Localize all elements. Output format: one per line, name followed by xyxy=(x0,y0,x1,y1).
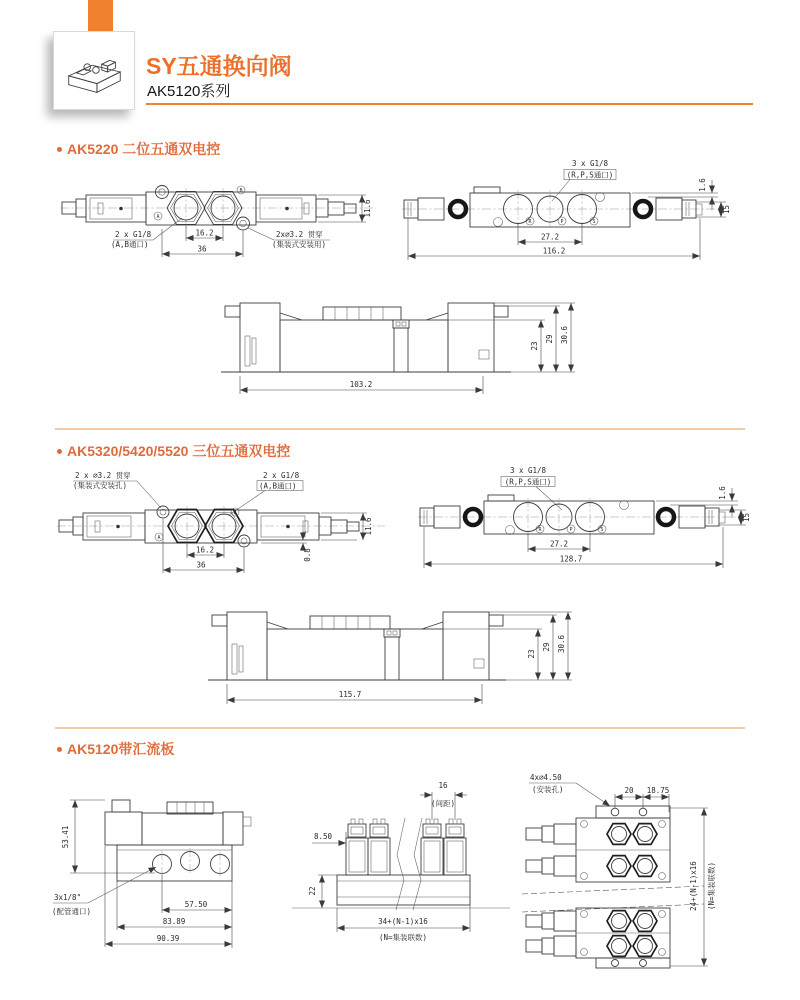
port-mark-p: P xyxy=(560,219,564,225)
section-separator xyxy=(55,727,745,729)
section-heading-ak5220 xyxy=(57,139,220,159)
section-heading-text: AK5220 二位五通双电控 xyxy=(67,141,221,157)
dim-w2: 83.89 xyxy=(162,917,186,926)
dim-h1: 23 xyxy=(527,649,536,659)
drawing-manifold-front-view xyxy=(292,770,512,956)
drawing-ak5320-side-view xyxy=(198,588,586,708)
hole-label: (集装式安装孔) xyxy=(73,481,128,490)
dim-top: 1.6 xyxy=(698,178,707,192)
drawing-ak5220-port-view xyxy=(400,156,735,268)
port-label: 2 x G1/8 xyxy=(115,230,152,239)
dimensions xyxy=(308,781,470,942)
dim-h1: 23 xyxy=(530,341,539,351)
drawing-manifold-plan-view xyxy=(518,766,758,968)
port-label: 3x1/8" xyxy=(54,893,82,902)
dim-w2: 18.75 xyxy=(646,786,670,795)
port-mark-a: A xyxy=(157,535,161,541)
break-lines xyxy=(396,818,422,910)
dim-length: 103.2 xyxy=(349,380,373,389)
dim-step: 0.8 xyxy=(303,548,312,562)
valve-outline xyxy=(105,800,251,845)
dim-span: 36 xyxy=(196,560,206,570)
valve-outline xyxy=(221,303,511,372)
dim-base-height: 22 xyxy=(308,886,317,896)
valve-thumbnail-art xyxy=(59,43,129,99)
dim-length: 116.2 xyxy=(542,246,566,256)
drawing-ak5320-top-view xyxy=(55,466,390,584)
section-heading-text: AK5320/5420/5520 三位五通双电控 xyxy=(67,443,291,459)
dim-top: 1.6 xyxy=(718,486,727,500)
valve-outline xyxy=(208,612,506,680)
port-mark-p: P xyxy=(569,527,573,533)
header-rule xyxy=(146,103,753,105)
dim-h3: 30.6 xyxy=(557,634,566,654)
page-subtitle: AK5120系列 xyxy=(147,83,231,100)
dim-height: 11.6 xyxy=(363,199,372,218)
section-heading-ak5320 xyxy=(57,441,290,461)
dimensions xyxy=(61,800,232,948)
port-label: 3 x G1/8 xyxy=(509,466,547,475)
dim-offset: 8.50 xyxy=(314,832,333,841)
port-label: 3 x G1/8 xyxy=(571,159,609,168)
dim-span: 36 xyxy=(197,244,207,254)
dim-formula: 34+(N-1)x16 xyxy=(378,917,428,926)
manifold-assembly-top xyxy=(526,806,670,882)
port-mark-b: B xyxy=(233,510,237,516)
dim-pitch: 16.2 xyxy=(195,545,215,555)
port-label: (R,P,S通口) xyxy=(504,477,552,487)
dim-length: 128.7 xyxy=(559,554,583,564)
drawing-ak5320-port-view xyxy=(416,463,754,577)
port-label: (配管通口) xyxy=(52,907,92,916)
leader-labels xyxy=(501,466,562,510)
leader-labels xyxy=(111,218,330,249)
valve-towers xyxy=(346,819,466,875)
dim-pitch: 27.2 xyxy=(549,539,569,549)
dim-h2: 29 xyxy=(545,334,554,344)
bullet-icon xyxy=(57,147,62,152)
leader-labels xyxy=(529,773,610,806)
section-heading-text: AK5120带汇流板 xyxy=(67,741,175,757)
bullet-icon xyxy=(57,747,62,752)
manifold-assembly-bottom xyxy=(526,908,670,968)
dim-h2: 29 xyxy=(542,642,551,652)
dim-height: 11.6 xyxy=(364,517,373,536)
dimensions xyxy=(162,195,372,257)
section-heading-manifold xyxy=(57,739,174,759)
dim-length: 115.7 xyxy=(338,690,362,699)
port-mark-s: S xyxy=(592,219,596,225)
corner-accent-tab xyxy=(88,0,113,33)
hole-label: (集装式安装用) xyxy=(272,240,327,249)
valve-outline xyxy=(59,506,359,547)
port-mark-s: S xyxy=(600,527,604,533)
dim-height: 15 xyxy=(722,204,731,215)
manifold-outline xyxy=(70,845,232,881)
dim-height: 15 xyxy=(742,512,751,523)
bullet-icon xyxy=(57,449,62,454)
dim-w3: 90.39 xyxy=(156,934,180,943)
dim-formula: 24+(N-1)x16 xyxy=(689,861,698,911)
hole-label: 2 x ∅3.2 贯穿 xyxy=(75,471,131,480)
port-label: (A,B通口) xyxy=(259,481,297,491)
dim-w1: 20 xyxy=(624,786,634,795)
hole-label: 4x∅4.50 xyxy=(530,773,562,782)
hole-label: 2x∅3.2 贯穿 xyxy=(276,230,323,239)
leader-labels xyxy=(73,470,303,515)
page-title: SY五通换向阀 xyxy=(146,53,292,79)
dim-pitch: 16 xyxy=(438,781,448,790)
dim-pitch-note: (间距) xyxy=(430,799,456,808)
dim-formula-note: (N=集装联数) xyxy=(378,933,428,942)
port-label: (A,B通口) xyxy=(111,240,149,249)
port-mark-r: R xyxy=(528,219,532,225)
dim-w1: 57.50 xyxy=(184,900,208,909)
dim-pitch: 27.2 xyxy=(540,232,560,242)
port-label: 2 x G1/8 xyxy=(263,471,300,480)
drawing-ak5220-top-view xyxy=(58,166,378,268)
drawing-manifold-side-view xyxy=(50,780,292,966)
section-separator xyxy=(55,428,745,430)
dim-pitch: 16.2 xyxy=(195,228,214,238)
dim-height: 53.41 xyxy=(61,825,70,849)
hole-label: (安装孔) xyxy=(532,785,564,794)
port-mark-b: B xyxy=(239,188,243,194)
dim-formula-note: (N=集装联数) xyxy=(707,861,716,911)
port-mark-a: A xyxy=(156,214,160,220)
product-thumbnail xyxy=(53,31,135,110)
leader-labels xyxy=(52,867,156,916)
port-label: (R,P,S通口) xyxy=(566,170,614,180)
drawing-ak5220-side-view xyxy=(213,276,581,406)
dim-h3: 30.6 xyxy=(560,325,569,345)
port-mark-r: R xyxy=(538,527,542,533)
